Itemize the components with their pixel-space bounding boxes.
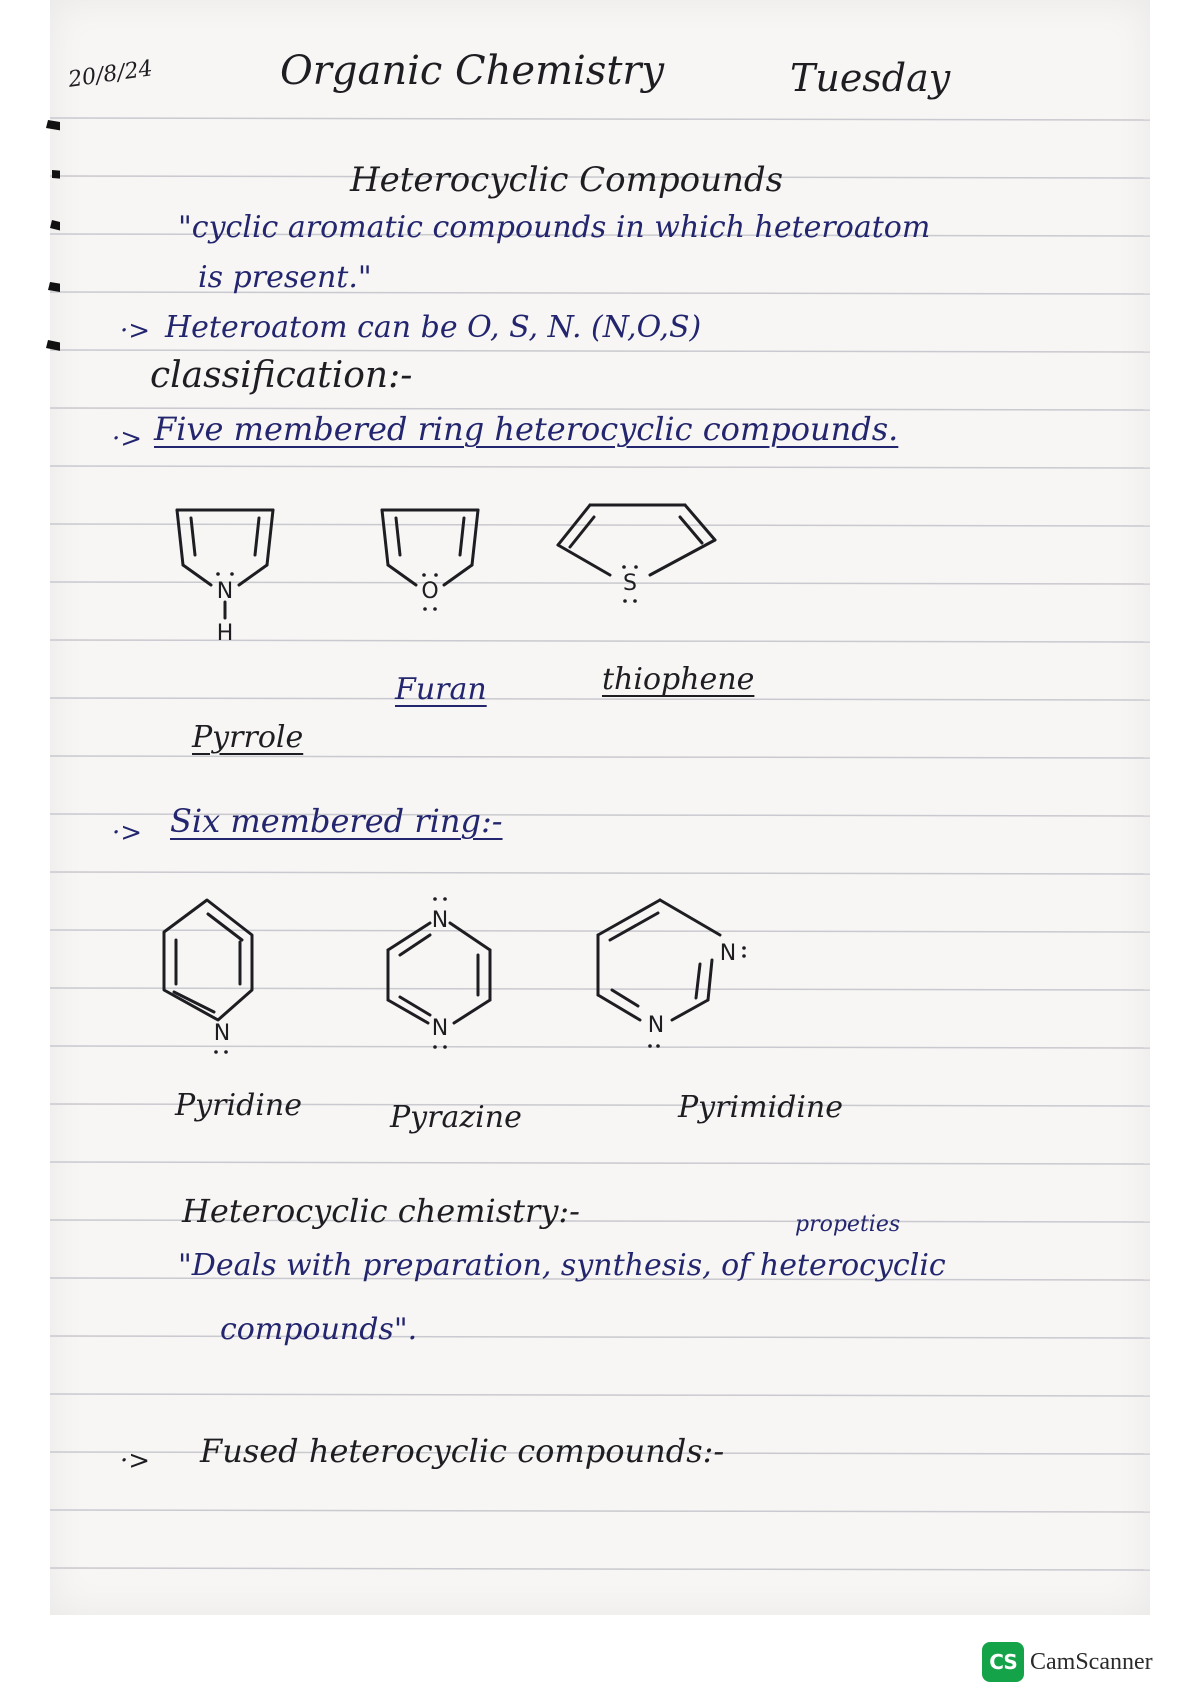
section-heading: Heterocyclic Compounds (350, 160, 784, 200)
rule-line (50, 698, 1150, 700)
bullet-marker: ·> (120, 316, 151, 346)
rule-line (50, 872, 1150, 874)
day-label: Tuesday (790, 56, 951, 100)
heteroatom-note: Heteroatom can be O, S, N. (N,O,S) (165, 310, 702, 345)
six-membered-heading: Six membered ring:- (170, 802, 503, 840)
pyrazine-n-atom-bottom: N (431, 1016, 449, 1041)
inserted-word: propeties (795, 1212, 901, 1237)
rule-line (50, 1162, 1150, 1164)
thiophene-structure (550, 485, 730, 620)
pyrimidine-structure (580, 880, 780, 1070)
rule-line (50, 1568, 1150, 1570)
pyrrole-h-atom: H (216, 621, 234, 646)
pyridine-structure (150, 880, 280, 1065)
furan-o-atom: O (421, 579, 439, 604)
pyrimidine-n-atom-bottom: N (647, 1013, 665, 1038)
pyrimidine-n-atom-right: N (719, 941, 737, 966)
binder-marks (0, 0, 60, 700)
pyridine-label: Pyridine (175, 1088, 302, 1123)
fused-heading: Fused heterocyclic compounds:- (200, 1432, 725, 1470)
pyridine-n-atom: N (213, 1021, 231, 1046)
chemistry-definition-line-1: "Deals with preparation, synthesis, of heterocyclic (178, 1248, 946, 1283)
bullet-marker: ·> (112, 818, 143, 848)
pyrrole-label: Pyrrole (192, 720, 304, 755)
definition-line-1: "cyclic aromatic compounds in which heteroatom (178, 210, 931, 245)
furan-structure (360, 490, 500, 620)
rule-line (50, 1510, 1150, 1512)
rule-line (50, 756, 1150, 758)
camscanner-watermark (982, 1640, 1153, 1684)
bullet-marker: ·> (112, 424, 143, 454)
furan-label: Furan (395, 672, 487, 707)
date: 20/8/24 (66, 56, 155, 93)
page-title: Organic Chemistry (280, 48, 665, 94)
notebook-page (50, 0, 1150, 1615)
definition-line-2: is present." (198, 260, 372, 295)
pyrazine-n-atom-top: N (431, 908, 449, 933)
camscanner-logo-icon: CS (982, 1642, 1024, 1682)
chemistry-definition-line-2: compounds". (220, 1312, 418, 1347)
pyrrole-structure (155, 490, 295, 670)
rule-line (50, 466, 1150, 468)
thiophene-label: thiophene (602, 662, 755, 697)
heterocyclic-chemistry-heading: Heterocyclic chemistry:- (182, 1192, 580, 1230)
rule-line (50, 350, 1150, 352)
five-membered-heading: Five membered ring heterocyclic compounds. (154, 410, 899, 448)
classification-heading: classification:- (150, 355, 413, 396)
rule-line (50, 118, 1150, 120)
rule-line (50, 1394, 1150, 1396)
camscanner-text: CamScanner (1030, 1648, 1153, 1675)
pyrimidine-label: Pyrimidine (678, 1090, 843, 1125)
pyrazine-label: Pyrazine (390, 1100, 522, 1135)
pyrazine-structure (370, 875, 510, 1065)
rule-line (50, 1336, 1150, 1338)
thiophene-s-atom: S (623, 571, 637, 596)
pyrrole-n-atom: N (216, 579, 234, 604)
bullet-marker: ·> (120, 1446, 151, 1476)
